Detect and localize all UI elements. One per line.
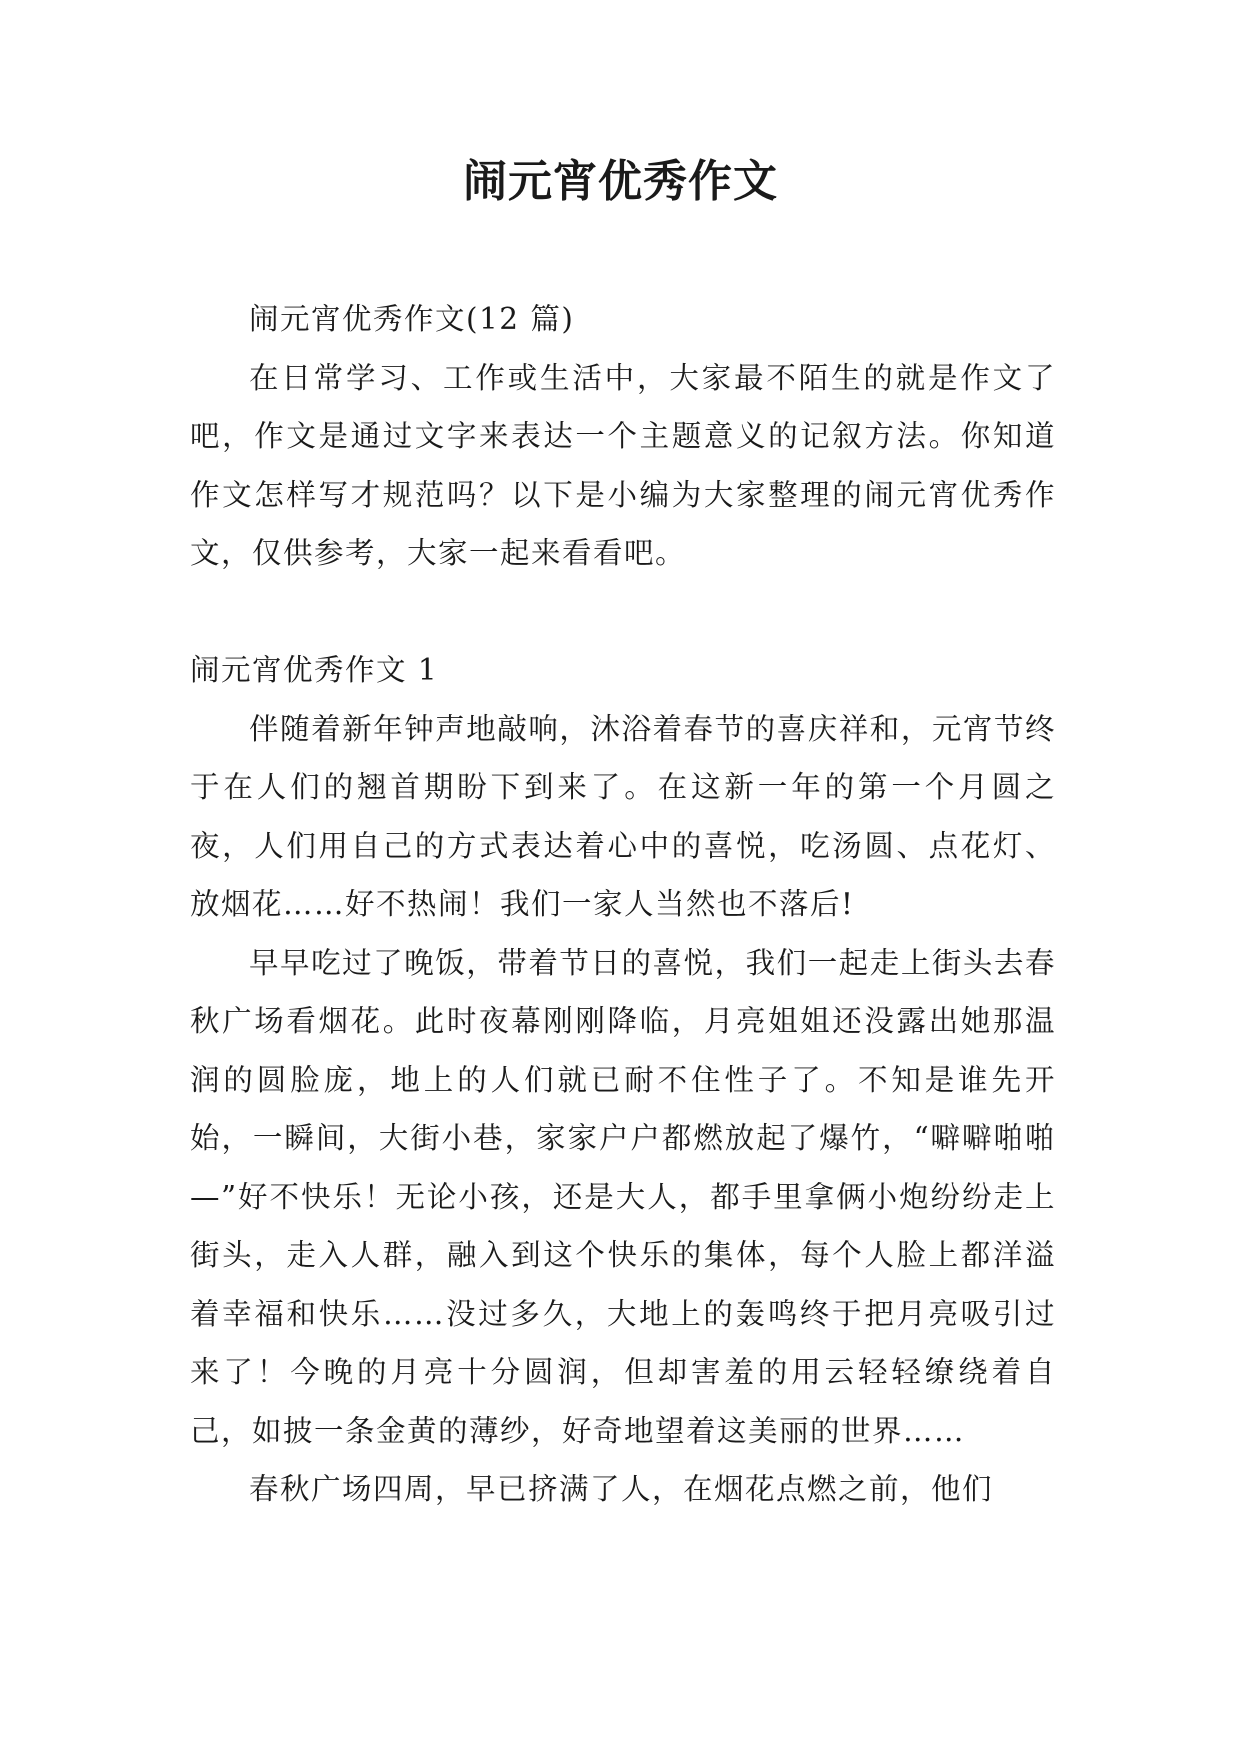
body-paragraph-3: 春秋广场四周，早已挤满了人，在烟花点燃之前，他们 bbox=[249, 1472, 994, 1506]
body-paragraph-2: 早早吃过了晚饭，带着节日的喜悦，我们一起走上街头去春秋广场看烟花。此时夜幕刚刚降临，月亮姐姐还没露出她那温润的圆脸庞，地上的人们就已耐不住性子了。不知是谁先开始，一瞬间，大街小巷，家家户户都燃放起了爆竹，“噼噼啪啪—”好不快乐！无论小孩，还是大人，都手里拿俩小炮纷纷走上街头，走入人群，融入到这个快乐的集体，每个人脸上都洋溢着幸福和快乐……没过多久，大地上的轰鸣终于把月亮吸引过来了！今晚的月亮十分圆润，但却害羞的用云轻轻缭绕着自己，如披一条金黄的薄纱，好奇地望着这美丽的世界…… bbox=[190, 945, 1056, 1448]
document-body bbox=[190, 290, 1056, 1519]
body-paragraph-1: 伴随着新年钟声地敲响，沐浴着春节的喜庆祥和，元宵节终于在人们的翘首期盼下到来了。在这新一年的第一个月圆之夜，人们用自己的方式表达着心中的喜悦，吃汤圆、点花灯、放烟花……好不热闹！我们一家人当然也不落后! bbox=[190, 711, 1056, 921]
intro-paragraph: 在日常学习、工作或生活中，大家最不陌生的就是作文了吧，作文是通过文字来表达一个主题意义的记叙方法。你知道作文怎样写才规范吗？以下是小编为大家整理的闹元宵优秀作文，仅供参考，大家一起来看看吧。 bbox=[190, 360, 1056, 570]
section-heading: 闹元宵优秀作文 1 bbox=[190, 653, 439, 687]
document-subtitle: 闹元宵优秀作文(12 篇) bbox=[249, 302, 575, 336]
document-title: 闹元宵优秀作文 bbox=[463, 156, 778, 207]
